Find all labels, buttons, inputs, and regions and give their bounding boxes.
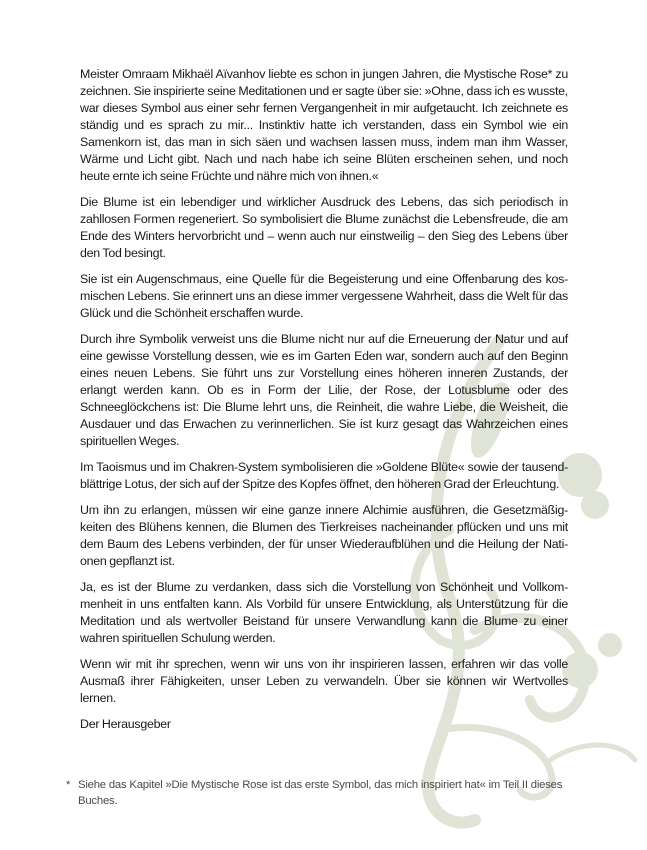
footnote-text: Siehe das Kapitel »Die Mystische Rose ist das erste Symbol, das mich inspiriert hat« im Teil II dieses Buches. — [78, 779, 563, 807]
paragraph-1: Meister Omraam Mikhaël Aïvanhov liebte es schon in jungen Jahren, die Mystische Rose* zu zeichnen. Sie inspirierte seine Meditationen und er sagte über sie: »Ohne, dass ich es wusste, war dieses Symbol aus einer sehr fernen Vergangenheit in mir aufgetaucht. Ich zeichnete es ständig und es sprach zu mir... Instinktiv hatte ich verstanden, dass ein Symbol wie ein Samenkorn ist, das man in sich säen und wachsen lassen muss, indem man ihm Wasser, Wärme und Licht gibt. Nach und nach habe ich seine Blüten erscheinen sehen, und noch heute ernte ich seine Früchte und nähre mich von ihnen.« — [80, 67, 568, 183]
footnote — [66, 777, 566, 809]
paragraph-4: Durch ihre Symbolik verweist uns die Blume nicht nur auf die Erneuerung der Natur und auf eine gewisse Vorstellung dessen, wie es im Garten Eden war, sondern auch auf den Beginn eines neuen Lebens. Sie führt uns zur Vorstellung eines höheren inneren Zustands, der erlangt werden kann. Ob es in Form der Lilie, der Rose, der Lotusblume oder des Schneeglöckchens ist: Die Blume lehrt uns, die Reinheit, die wahre Liebe, die Weisheit, die Ausdauer und das Erwachen zu verinnerlichen. Sie ist kurz gesagt das Wahrzeichen eines spirituellen Weges. — [80, 332, 568, 448]
paragraph-3: Sie ist ein Augenschmaus, eine Quelle für die Begeisterung und eine Offenbarung des kos-mischen Lebens. Sie erinnert uns an diese immer vergessene Wahrheit, dass die Welt für das Glück und die Schönheit erschaffen wurde. — [80, 272, 568, 320]
signature: Der Herausgeber — [80, 717, 171, 731]
paragraph-7: Ja, es ist der Blume zu verdanken, dass sich die Vorstellung von Schönheit und Vollkom-menheit in uns entfalten kann. Als Vorbild für unsere Entwicklung, als Unterstützung für die Meditation und als wertvoller Beistand für unsere Verwandlung kann die Blume zu einer wahren spirituellen Schulung werden. — [80, 580, 568, 645]
paragraph-6: Um ihn zu erlangen, müssen wir eine ganze innere Alchimie ausführen, die Gesetzmäßig-keiten des Blühens kennen, die Blumen des Tierkreises nacheinander pflücken und uns mit dem Baum des Lebens verbinden, der für unser Wiederaufblühen und die Heilung der Nati-onen gepflanzt ist. — [80, 503, 568, 568]
paragraph-8: Wenn wir mit ihr sprechen, wenn wir uns von ihr inspirieren lassen, erfahren wir das volle Ausmaß ihrer Fähigkeiten, unser Leben zu verwandeln. Über sie können wir Wertvolles lernen. — [80, 657, 568, 705]
footnote-row — [66, 777, 566, 809]
paragraph-2: Die Blume ist ein lebendiger und wirklicher Ausdruck des Lebens, das sich periodisch in zahllosen Formen regeneriert. So symbolisiert die Blume zunächst die Lebensfreude, die am Ende des Winters hervorbricht und – wenn auch nur einstweilig – den Sieg des Lebens über den Tod besingt. — [80, 195, 568, 260]
footnote-marker: * — [66, 779, 71, 791]
paragraph-5: Im Taoismus und im Chakren-System symbolisieren die »Goldene Blüte« sowie der tausend-blättrige Lotus, der sich auf der Spitze des Kopfes öffnet, den höheren Grad der Erleuchtung. — [80, 460, 568, 491]
main-text — [80, 66, 568, 733]
